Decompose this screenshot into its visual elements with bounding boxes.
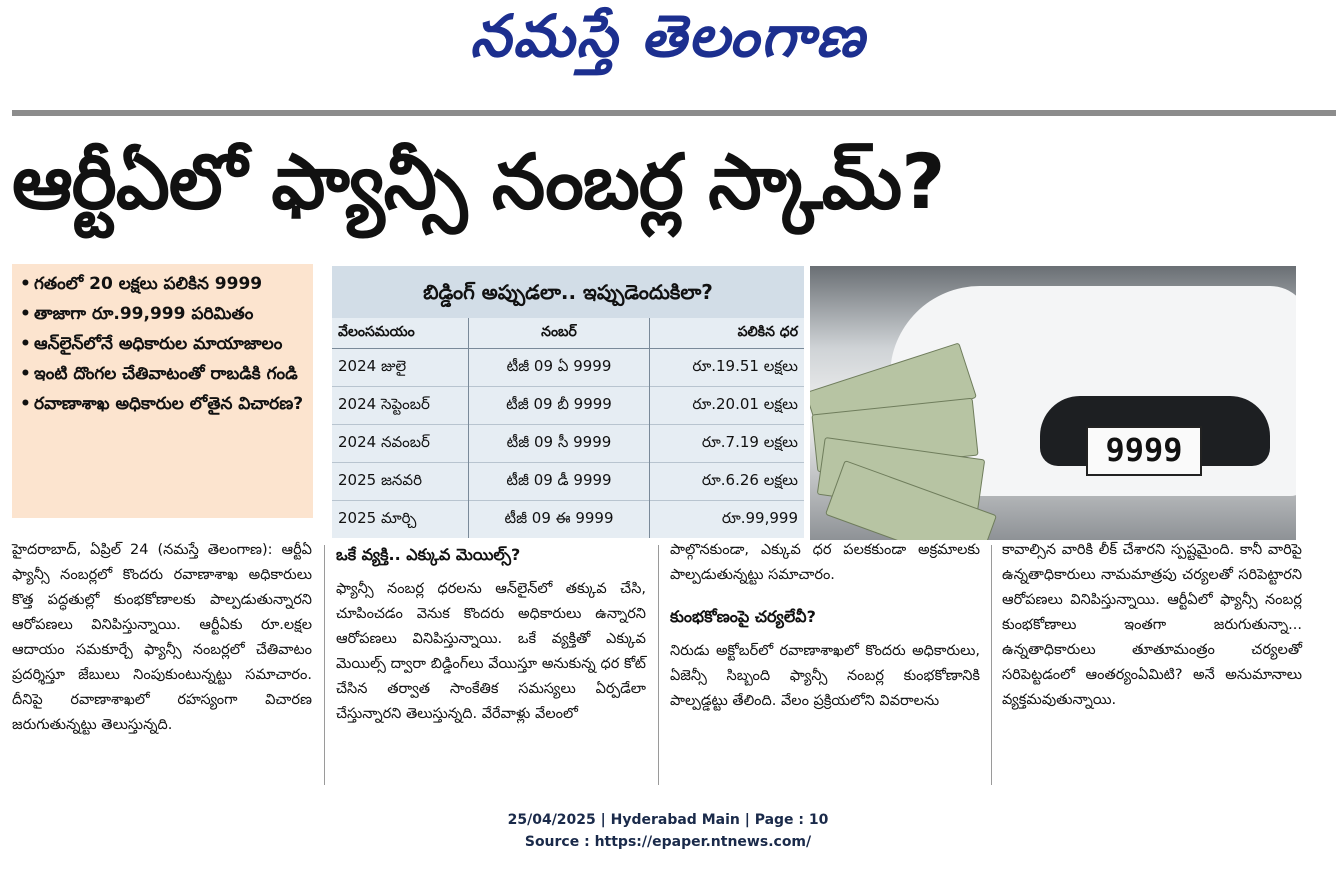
subheading: కుంభకోణంపై చర్యలేవీ? xyxy=(670,607,816,626)
article-paragraph: హైదరాబాద్‌, ఏప్రిల్‌ 24 (నమస్తే తెలంగాణ): ఆర్టీఏ ఫ్యాన్సీ నంబర్లలో కొందరు రవాణాశాఖ అధికారులు కొత్త పద్ధతుల్లో కుంభకోణాలకు పాల్పడుతున్నారని ఆరోపణలు వినిపిస్తున్నాయి. ఆర్టీఏకు రూ.లక్షల ఆదాయం సమకూర్చే ఫ్యాన్సీ నంబర్లలో చేతివాటం ప్రదర్శిస్తూ జేబులు నింపుకుంటున్నట్టు సమాచారం. దీనిపై రవాణాశాఖలో రహస్యంగా విచారణ జరుగుతున్నట్టు తెలుస్తున్నది. xyxy=(12,542,312,733)
cell-time: 2024 సెప్టెంబర్‌ xyxy=(332,387,469,425)
table-row xyxy=(332,425,804,463)
subheading: ఒకే వ్యక్తి.. ఎక్కువ మెయిల్స్‌? xyxy=(336,545,521,564)
article-paragraph: కావాల్సిన వారికి లీక్‌ చేశారని స్పష్టమైంది. కానీ వారిపై ఉన్నతాధికారులు నామమాత్రపు చర్యలతో సరిపెట్టారని ఆరోపణలు వినిపిస్తున్నాయి. ఆర్టీఏలో ఫ్యాన్సీ నంబర్ల కుంభకోణాలు ఇంతగా జరుగుతున్నా... ఉన్నతాధికారులు తూతూమంత్రం చర్యలతో సరిపెట్టడంలో ఆంతర్యంఏమిటి? అనే అనుమానాలు వ్యక్తమవుతున్నాయి. xyxy=(1002,542,1302,708)
cell-price: రూ.19.51 లక్షలు xyxy=(650,349,805,387)
table-row xyxy=(332,349,804,387)
table-title: బిడ్డింగ్‌ అప్పుడలా.. ఇప్పుడెందుకిలా? xyxy=(332,266,804,318)
col-header-number: నంబర్‌ xyxy=(469,318,650,349)
article-paragraph: నిరుడు అక్టోబర్‌లో రవాణాశాఖలో కొందరు అధికారులు, ఏజెన్సీ సిబ్బంది ఫ్యాన్సీ నంబర్ల కుంభకోణానికి పాల్పడ్డట్టు తేలింది. వేలం ప్రక్రియలోని వివరాలను xyxy=(670,643,980,709)
cell-time: 2024 నవంబర్‌ xyxy=(332,425,469,463)
col-header-time: వేలంసమయం xyxy=(332,318,469,349)
article-column-3 xyxy=(670,538,980,714)
highlight-item: • ఆన్‌లైన్‌లోనే అధికారుల మాయాజాలం xyxy=(20,334,283,354)
footer-source: Source : https://epaper.ntnews.com/ xyxy=(524,834,812,850)
cell-number: టీజీ 09 బీ 9999 xyxy=(469,387,650,425)
masthead-divider xyxy=(12,110,1336,116)
cell-price: రూ.99,999 xyxy=(650,501,805,539)
article-paragraph: ఫ్యాన్సీ నంబర్ల ధరలను ఆన్‌లైన్‌లో తక్కువ చేసి, చూపించడం వెనుక కొందరు అధికారులు ఉన్నారని ఆరోపణలు వినిపిస్తున్నాయి. ఒకే వ్యక్తితో ఎక్కువ మెయిల్స్‌ ద్వారా బిడ్డింగ్‌లు వేయిస్తూ అనుకున్న ధర కోట్‌ చేసిన తర్వాత సాంకేతిక సమస్యలు ఏర్పడేలా చేస్తున్నారని తెలుస్తున్నది. వేరేవాళ్లు వేలంలో xyxy=(336,581,646,722)
article-column-4 xyxy=(1002,538,1302,713)
column-divider xyxy=(658,545,659,785)
highlight-item: • ఇంటి దొంగల చేతివాటంతో రాబడికి గండి xyxy=(20,364,298,384)
highlight-item: • గతంలో 20 లక్షలు పలికిన 9999 xyxy=(20,274,263,294)
cell-time: 2025 మార్చి xyxy=(332,501,469,539)
table-header-row xyxy=(332,318,804,349)
bidding-table xyxy=(332,266,804,538)
currency-notes-image xyxy=(810,356,1000,540)
number-plate: 9999 xyxy=(1086,426,1202,476)
cell-time: 2024 జులై xyxy=(332,349,469,387)
cell-number: టీజీ 09 డీ 9999 xyxy=(469,463,650,501)
highlight-item: • తాజాగా రూ.99,999 పరిమితం xyxy=(20,304,254,324)
cell-price: రూ.6.26 లక్షలు xyxy=(650,463,805,501)
cell-price: రూ.20.01 లక్షలు xyxy=(650,387,805,425)
car-photo xyxy=(810,266,1296,540)
headline: ఆర్టీఏలో ఫ్యాన్సీ నంబర్ల స్కామ్‌? xyxy=(12,137,945,226)
table-row xyxy=(332,387,804,425)
article-column-2 xyxy=(336,538,646,727)
cell-time: 2025 జనవరి xyxy=(332,463,469,501)
table-row xyxy=(332,463,804,501)
highlight-item: • రవాణాశాఖ అధికారుల లోతైన విచారణ? xyxy=(20,394,304,414)
cell-number: టీజీ 09 ఏ 9999 xyxy=(469,349,650,387)
col-header-price: పలికిన ధర xyxy=(650,318,805,349)
table-row xyxy=(332,501,804,539)
article-column-1 xyxy=(12,538,312,738)
column-divider xyxy=(991,545,992,785)
column-divider xyxy=(324,545,325,785)
cell-price: రూ.7.19 లక్షలు xyxy=(650,425,805,463)
footer-dateline: 25/04/2025 | Hyderabad Main | Page : 10 xyxy=(507,812,829,828)
highlights-box xyxy=(12,264,313,518)
cell-number: టీజీ 09 సీ 9999 xyxy=(469,425,650,463)
masthead-logo: నమస్తే తెలంగాణ xyxy=(470,2,866,70)
cell-number: టీజీ 09 ఈ 9999 xyxy=(469,501,650,539)
article-paragraph: పాల్గొనకుండా, ఎక్కువ ధర పలకకుండా అక్రమాలకు పాల్పడుతున్నట్టు సమాచారం. xyxy=(670,542,980,583)
